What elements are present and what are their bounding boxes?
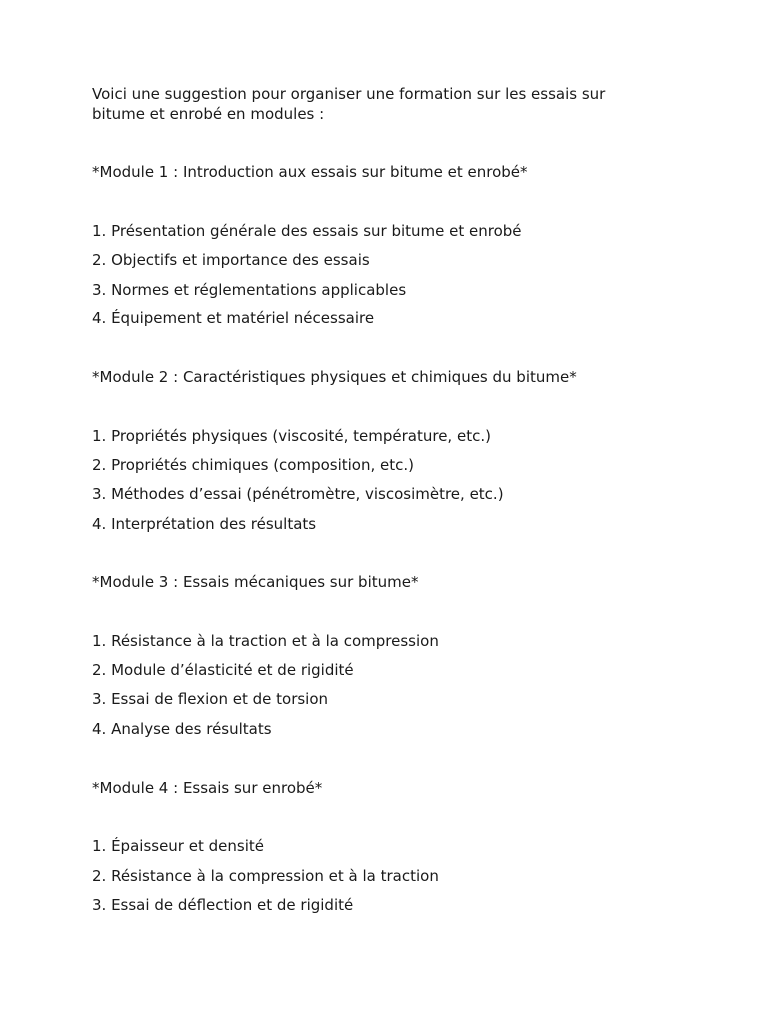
module-3-item-4: 4. Analyse des résultats [92, 720, 272, 738]
module-1-heading: *Module 1 : Introduction aux essais sur bitume et enrobé* [92, 163, 528, 181]
module-3-item-1: 1. Résistance à la traction et à la compression [92, 632, 439, 650]
module-2-heading: *Module 2 : Caractéristiques physiques et chimiques du bitume* [92, 368, 577, 386]
module-1-item-1: 1. Présentation générale des essais sur bitume et enrobé [92, 222, 522, 240]
intro-paragraph: Voici une suggestion pour organiser une formation sur les essais sur bitume et enrobé en modules : [92, 85, 606, 123]
module-3-item-3: 3. Essai de flexion et de torsion [92, 690, 329, 708]
module-4-item-1: 1. Épaisseur et densité [92, 837, 264, 855]
module-4-item-3: 3. Essai de déflection et de rigidité [92, 896, 354, 914]
module-2-item-2: 2. Propriétés chimiques (composition, etc.) [92, 456, 415, 474]
module-3-item-2: 2. Module d’élasticité et de rigidité [92, 661, 354, 679]
module-2-item-1: 1. Propriétés physiques (viscosité, température, etc.) [92, 427, 491, 445]
module-1-item-4: 4. Équipement et matériel nécessaire [92, 309, 375, 327]
module-1-item-2: 2. Objectifs et importance des essais [92, 251, 370, 269]
module-2-item-4: 4. Interprétation des résultats [92, 515, 317, 533]
module-1-item-3: 3. Normes et réglementations applicables [92, 281, 407, 299]
module-4-item-2: 2. Résistance à la compression et à la traction [92, 867, 439, 885]
module-2-item-3: 3. Méthodes d’essai (pénétromètre, viscosimètre, etc.) [92, 485, 504, 503]
module-3-heading: *Module 3 : Essais mécaniques sur bitume* [92, 573, 419, 591]
module-4-heading: *Module 4 : Essais sur enrobé* [92, 779, 323, 797]
